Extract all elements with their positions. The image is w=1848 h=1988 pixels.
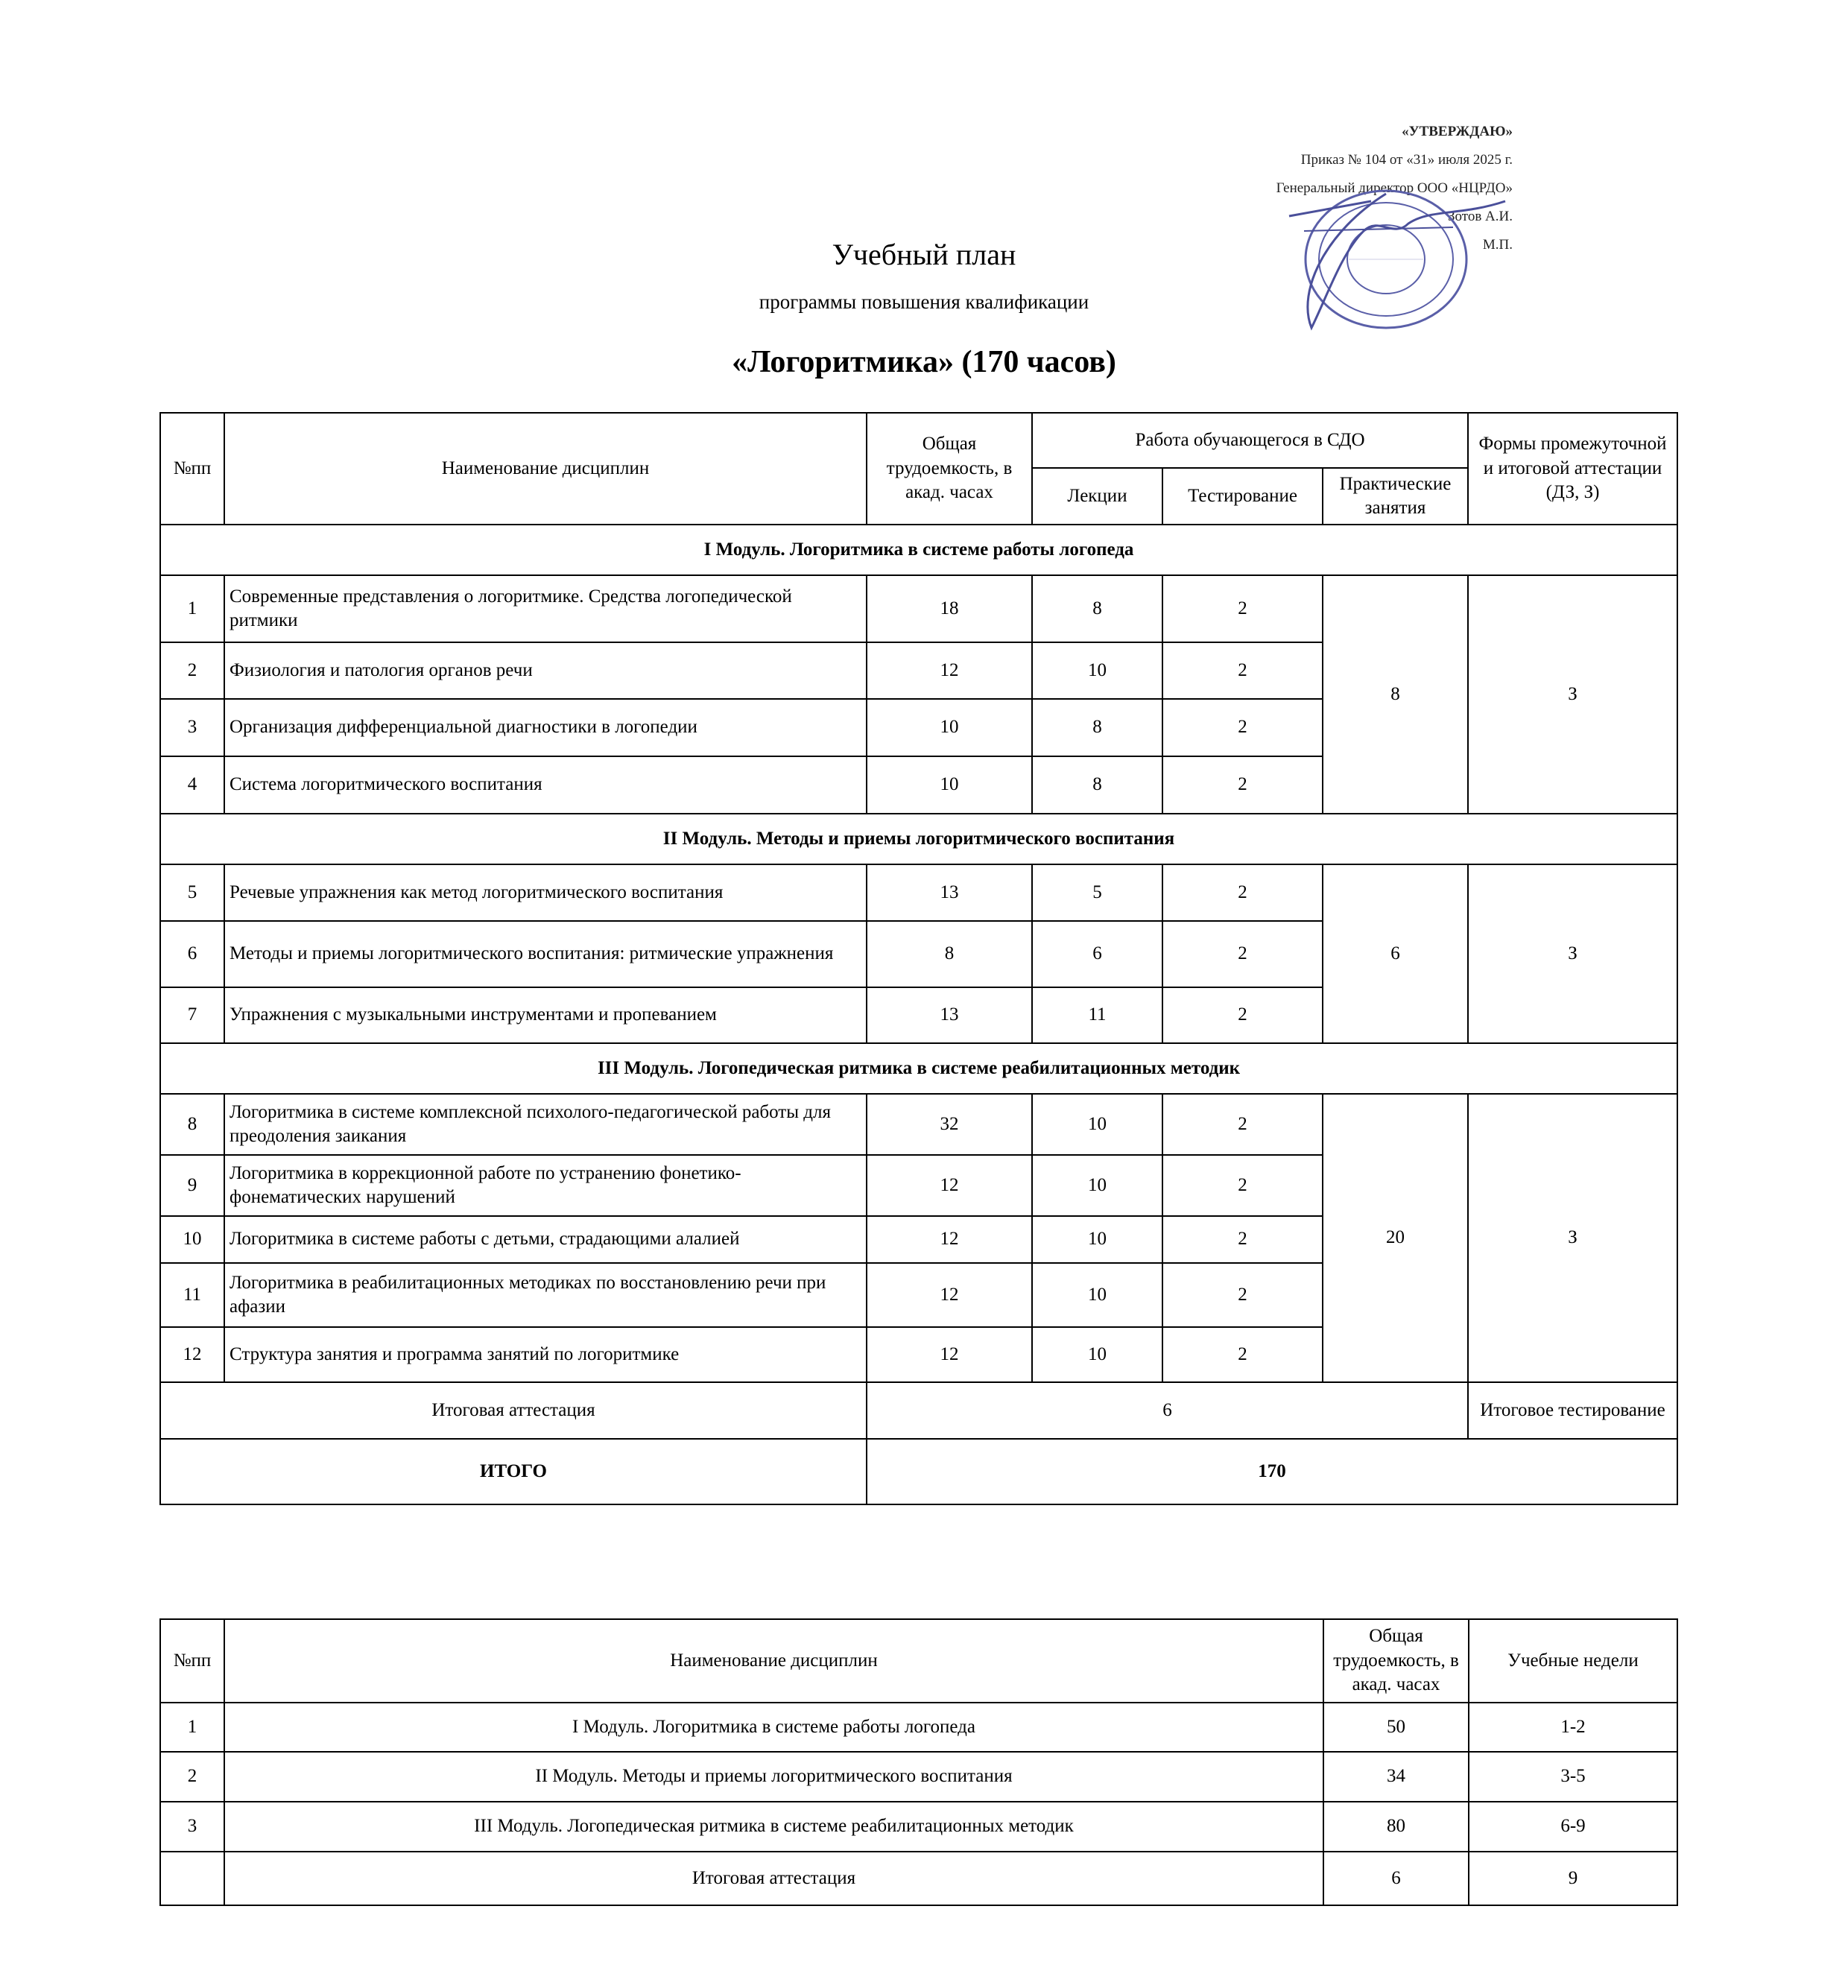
- row-num: [160, 1852, 224, 1905]
- row-name: Физиология и патология органов речи: [224, 642, 867, 699]
- row-total: 34: [1323, 1752, 1469, 1802]
- header-name: Наименование дисциплин: [224, 1619, 1323, 1703]
- header-weeks: Учебные недели: [1469, 1619, 1677, 1703]
- row-weeks: 3-5: [1469, 1752, 1677, 1802]
- header-practice: Практические занятия: [1323, 468, 1468, 525]
- row-total: 12: [867, 642, 1032, 699]
- row-name: Система логоритмического воспитания: [224, 756, 867, 814]
- table-row: [160, 1094, 1677, 1155]
- row-name: Современные представления о логоритмике. Средства логопедической ритмики: [224, 575, 867, 642]
- row-total: 12: [867, 1216, 1032, 1263]
- row-weeks: 9: [1469, 1852, 1677, 1905]
- row-total: 13: [867, 987, 1032, 1043]
- row-name: Логоритмика в системе комплексной психолого-педагогической работы для преодоления заикания: [224, 1094, 867, 1155]
- row-num: 7: [160, 987, 224, 1043]
- row-testing: 2: [1162, 756, 1323, 814]
- header-work: Работа обучающегося в СДО: [1032, 413, 1468, 468]
- row-num: 2: [160, 642, 224, 699]
- table-row: [160, 1752, 1677, 1802]
- row-lectures: 8: [1032, 575, 1162, 642]
- row-num: 9: [160, 1155, 224, 1216]
- row-num: 1: [160, 575, 224, 642]
- total-label: ИТОГО: [160, 1439, 867, 1504]
- row-total: 10: [867, 756, 1032, 814]
- row-name: Логоритмика в коррекционной работе по устранению фонетико-фонематических нарушений: [224, 1155, 867, 1216]
- row-lectures: 10: [1032, 1263, 1162, 1327]
- row-num: 5: [160, 864, 224, 921]
- module-form: З: [1468, 864, 1677, 1043]
- row-lectures: 10: [1032, 1155, 1162, 1216]
- row-lectures: 10: [1032, 1094, 1162, 1155]
- final-attestation-row: [160, 1382, 1677, 1439]
- row-testing: 2: [1162, 921, 1323, 987]
- row-testing: 2: [1162, 864, 1323, 921]
- row-lectures: 8: [1032, 699, 1162, 756]
- row-testing: 2: [1162, 1263, 1323, 1327]
- approval-director: Генеральный директор ООО «НЦРДО»: [1276, 180, 1513, 196]
- row-lectures: 6: [1032, 921, 1162, 987]
- row-lectures: 10: [1032, 642, 1162, 699]
- row-num: 12: [160, 1327, 224, 1382]
- row-name: Речевые упражнения как метод логоритмического воспитания: [224, 864, 867, 921]
- row-testing: 2: [1162, 1216, 1323, 1263]
- approval-name: Зотов А.И.: [1448, 209, 1513, 224]
- program-title: «Логоритмика» (170 часов): [732, 345, 1116, 379]
- row-num: 4: [160, 756, 224, 814]
- row-name: Методы и приемы логоритмического воспитания: ритмические упражнения: [224, 921, 867, 987]
- approval-order: Приказ № 104 от «31» июля 2025 г.: [1300, 152, 1513, 168]
- row-num: 6: [160, 921, 224, 987]
- row-total: 12: [867, 1263, 1032, 1327]
- row-total: 50: [1323, 1703, 1469, 1752]
- final-value: 6: [867, 1382, 1468, 1439]
- row-num: 8: [160, 1094, 224, 1155]
- module-title: I Модуль. Логоритмика в системе работы логопеда: [160, 525, 1677, 575]
- header-name: Наименование дисциплин: [224, 413, 867, 525]
- row-lectures: 10: [1032, 1216, 1162, 1263]
- row-testing: 2: [1162, 699, 1323, 756]
- row-num: 2: [160, 1752, 224, 1802]
- row-num: 11: [160, 1263, 224, 1327]
- row-name: I Модуль. Логоритмика в системе работы логопеда: [224, 1703, 1323, 1752]
- final-label: Итоговая аттестация: [160, 1382, 867, 1439]
- header-total: Общая трудоемкость, в акад. часах: [867, 413, 1032, 525]
- row-name: III Модуль. Логопедическая ритмика в системе реабилитационных методик: [224, 1802, 1323, 1852]
- row-total: 32: [867, 1094, 1032, 1155]
- row-num: 3: [160, 1802, 224, 1852]
- header-testing: Тестирование: [1162, 468, 1323, 525]
- row-total: 10: [867, 699, 1032, 756]
- row-lectures: 5: [1032, 864, 1162, 921]
- row-name: Логоритмика в реабилитационных методиках по восстановлению речи при афазии: [224, 1263, 867, 1327]
- row-total: 13: [867, 864, 1032, 921]
- header-forms: Формы промежуточной и итоговой аттестации (ДЗ, З): [1468, 413, 1677, 525]
- row-lectures: 11: [1032, 987, 1162, 1043]
- row-name: Итоговая аттестация: [224, 1852, 1323, 1905]
- row-num: 3: [160, 699, 224, 756]
- table-row: [160, 1802, 1677, 1852]
- table-row: [160, 1703, 1677, 1752]
- module-form: З: [1468, 1094, 1677, 1382]
- row-total: 6: [1323, 1852, 1469, 1905]
- total-value: 170: [867, 1439, 1677, 1504]
- row-total: 12: [867, 1327, 1032, 1382]
- row-testing: 2: [1162, 575, 1323, 642]
- module-practice: 8: [1323, 575, 1468, 814]
- row-weeks: 1-2: [1469, 1703, 1677, 1752]
- row-total: 80: [1323, 1802, 1469, 1852]
- table-row: [160, 1852, 1677, 1905]
- header-total: Общая трудоемкость, в акад. часах: [1323, 1619, 1469, 1703]
- row-testing: 2: [1162, 1327, 1323, 1382]
- row-testing: 2: [1162, 1094, 1323, 1155]
- curriculum-table: [159, 412, 1678, 1505]
- module-practice: 6: [1323, 864, 1468, 1043]
- row-weeks: 6-9: [1469, 1802, 1677, 1852]
- row-lectures: 8: [1032, 756, 1162, 814]
- row-total: 18: [867, 575, 1032, 642]
- row-testing: 2: [1162, 642, 1323, 699]
- module-practice: 20: [1323, 1094, 1468, 1382]
- row-testing: 2: [1162, 987, 1323, 1043]
- header-num: №пп: [160, 1619, 224, 1703]
- row-name: Организация дифференциальной диагностики в логопедии: [224, 699, 867, 756]
- module-title: II Модуль. Методы и приемы логоритмического воспитания: [160, 814, 1677, 864]
- approval-heading: «УТВЕРЖДАЮ»: [1402, 124, 1513, 139]
- row-name: Логоритмика в системе работы с детьми, страдающими алалией: [224, 1216, 867, 1263]
- row-lectures: 10: [1032, 1327, 1162, 1382]
- row-testing: 2: [1162, 1155, 1323, 1216]
- table-row: [160, 575, 1677, 642]
- final-form: Итоговое тестирование: [1468, 1382, 1677, 1439]
- header-lectures: Лекции: [1032, 468, 1162, 525]
- module-title: III Модуль. Логопедическая ритмика в системе реабилитационных методик: [160, 1043, 1677, 1094]
- table-row: [160, 864, 1677, 921]
- module-form: З: [1468, 575, 1677, 814]
- row-total: 8: [867, 921, 1032, 987]
- page-subtitle: программы повышения квалификации: [759, 291, 1089, 313]
- row-num: 10: [160, 1216, 224, 1263]
- header-num: №пп: [160, 413, 224, 525]
- row-total: 12: [867, 1155, 1032, 1216]
- total-row: [160, 1439, 1677, 1504]
- approval-seal-label: М.П.: [1482, 237, 1513, 253]
- schedule-table: [159, 1618, 1678, 1906]
- row-name: Упражнения с музыкальными инструментами и пропеванием: [224, 987, 867, 1043]
- row-name: II Модуль. Методы и приемы логоритмического воспитания: [224, 1752, 1323, 1802]
- row-num: 1: [160, 1703, 224, 1752]
- page-title: Учебный план: [832, 238, 1016, 271]
- row-name: Структура занятия и программа занятий по логоритмике: [224, 1327, 867, 1382]
